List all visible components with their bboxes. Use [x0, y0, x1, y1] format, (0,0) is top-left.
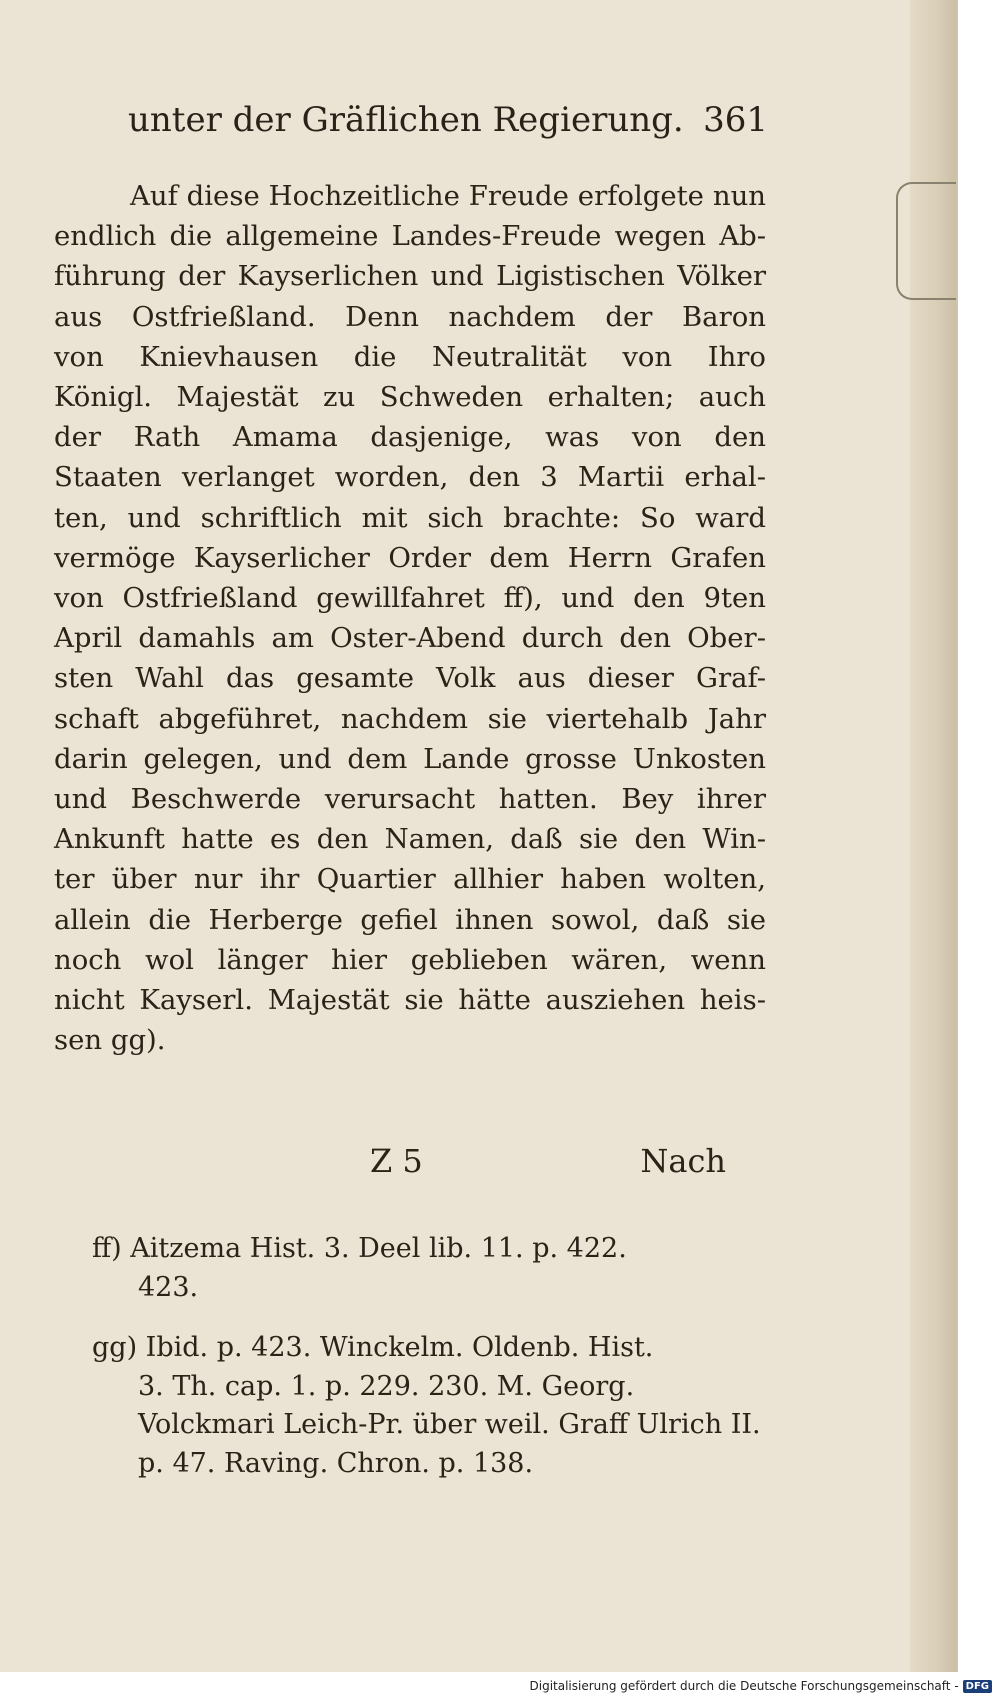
footnotes — [92, 1230, 772, 1505]
footnote-gg — [92, 1329, 772, 1483]
text-line: nicht Kayserl. Majestät sie hätte ausziehen heis- — [54, 984, 766, 1017]
running-head-title: unter der Gräflichen Regierung. — [128, 100, 684, 140]
catchword: Nach — [640, 1142, 726, 1180]
text-line: Staaten verlanget worden, den 3 Martii erhal- — [54, 461, 766, 494]
text-line: allein die Herberge gefiel ihnen sowol, daß sie — [54, 903, 766, 936]
text-line: der Rath Amama dasjenige, was von den — [54, 421, 766, 454]
text-line: von Knievhausen die Neutralität von Ihro — [54, 340, 766, 373]
text-line: Königl. Majestät zu Schweden erhalten; auch — [54, 381, 766, 414]
text-line: sten Wahl das gesamte Volk aus dieser Graf- — [54, 662, 766, 695]
page-tab-marker — [896, 182, 956, 300]
footnote-line: gg) Ibid. p. 423. Winckelm. Oldenb. Hist. — [92, 1332, 654, 1363]
text-line: schaft abgeführet, nachdem sie viertehalb Jahr — [54, 702, 766, 735]
signature-mark: Z 5 — [370, 1142, 423, 1180]
page-number: 361 — [703, 100, 768, 140]
catch-line — [370, 1142, 726, 1192]
body-text — [54, 176, 766, 1060]
text-line: ten, und schriftlich mit sich brachte: So ward — [54, 501, 766, 534]
digitization-credit — [530, 1677, 993, 1695]
footnote-line: Volckmari Leich-Pr. über weil. Graff Ulrich II. — [138, 1409, 761, 1440]
dfg-logo: DFG — [963, 1680, 992, 1693]
text-line: von Ostfrießland gewillfahret ff), und den 9ten — [54, 582, 766, 615]
text-line: vermöge Kayserlicher Order dem Herrn Grafen — [54, 541, 766, 574]
text-line: darin gelegen, und dem Lande grosse Unkosten — [54, 742, 766, 775]
footnote-line: 3. Th. cap. 1. p. 229. 230. M. Georg. — [138, 1370, 635, 1402]
text-line: und Beschwerde verursacht hatten. Bey ihrer — [54, 783, 766, 816]
credit-text: Digitalisierung gefördert durch die Deutsche Forschungsgemeinschaft - — [529, 1679, 959, 1693]
text-line: sen gg). — [54, 1024, 166, 1057]
text-line: ter über nur ihr Quartier allhier haben wolten, — [54, 863, 766, 896]
footnote-line: p. 47. Raving. Chron. p. 138. — [138, 1447, 534, 1479]
text-line: führung der Kayserlichen und Ligistischen Völker — [54, 260, 766, 293]
text-line: April damahls am Oster-Abend durch den Ober- — [54, 622, 766, 655]
text-line: Ankunft hatte es den Namen, daß sie den Win- — [54, 823, 766, 856]
text-line: endlich die allgemeine Landes-Freude wegen Ab- — [54, 220, 766, 253]
text-line: aus Ostfrießland. Denn nachdem der Baron — [54, 300, 766, 333]
footnote-ff — [92, 1230, 772, 1307]
running-head — [128, 100, 768, 150]
footnote-line: 423. — [138, 1271, 199, 1303]
footnote-line: ff) Aitzema Hist. 3. Deel lib. 11. p. 422. — [92, 1233, 627, 1264]
text-line: Auf diese Hochzeitliche Freude erfolgete nun — [130, 180, 766, 212]
text-line: noch wol länger hier geblieben wären, wenn — [54, 943, 766, 976]
